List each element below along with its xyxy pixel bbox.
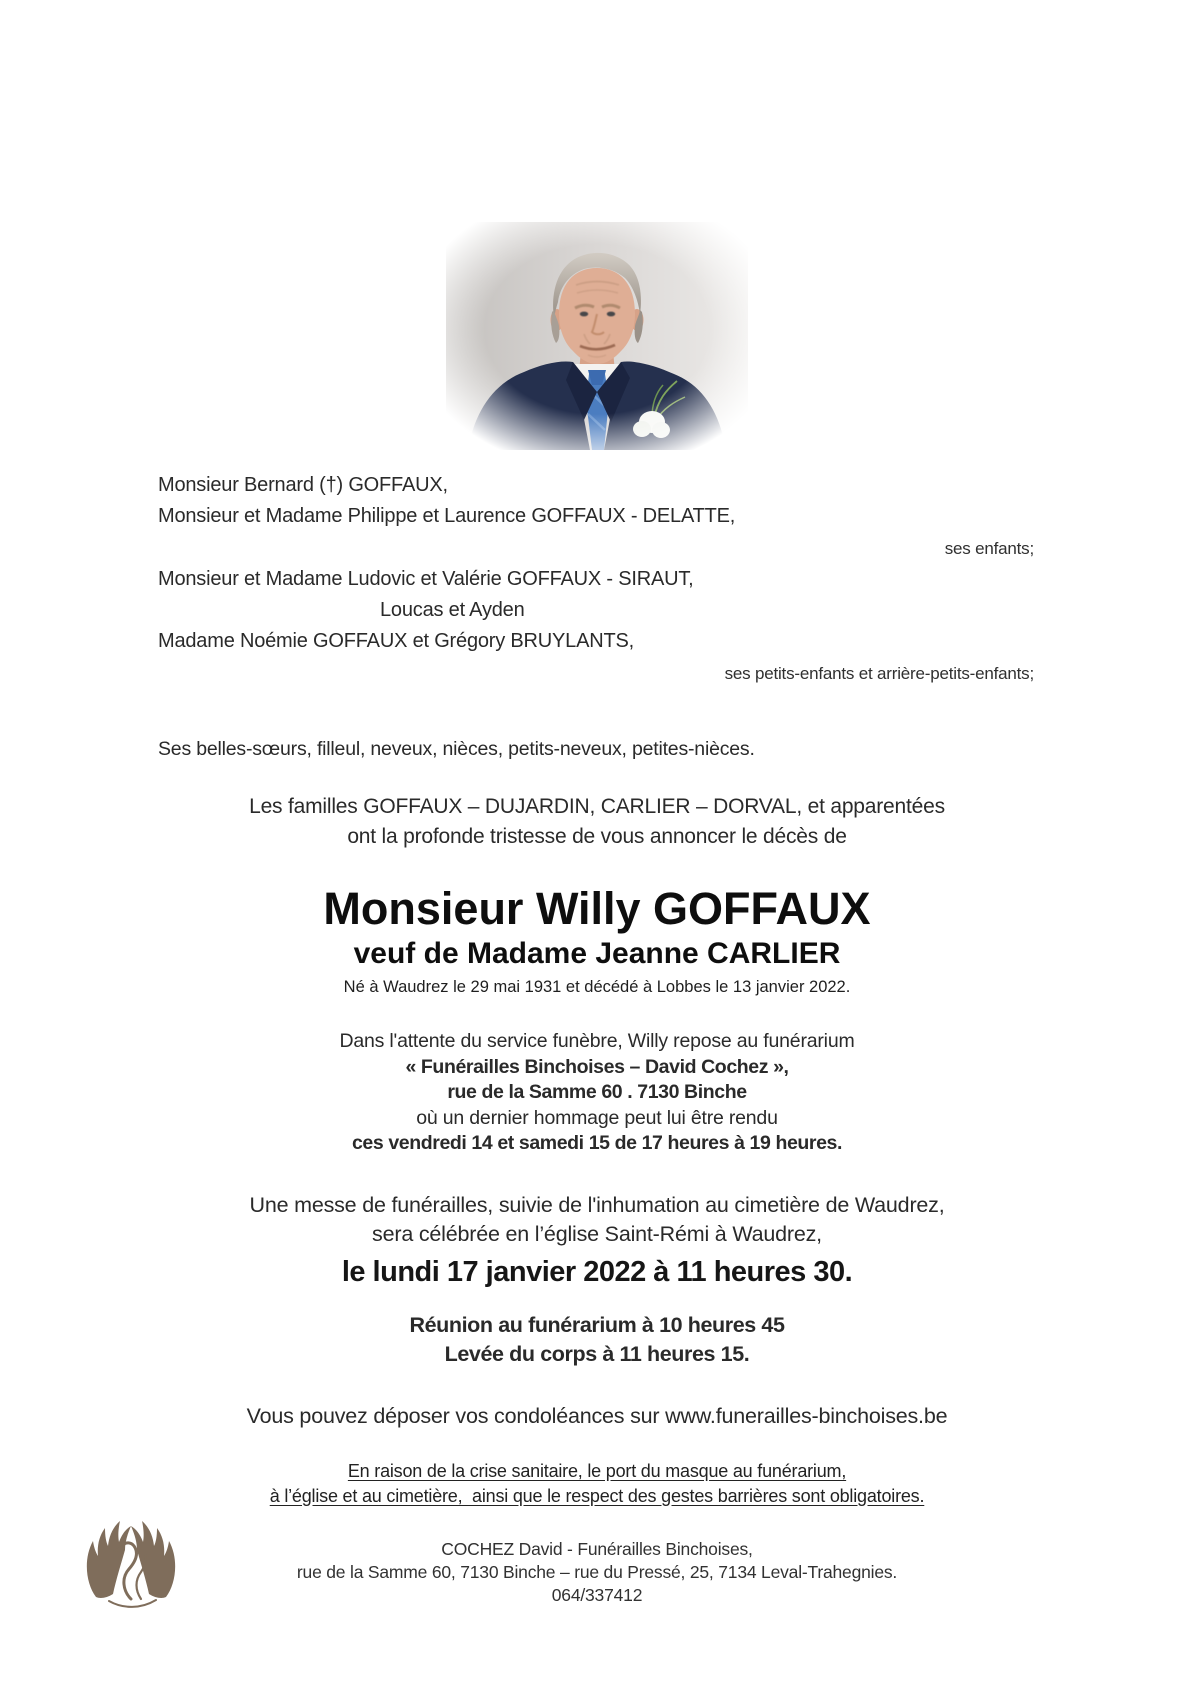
service-times: [0, 1311, 1194, 1369]
dove-wings-logo-icon: [78, 1496, 184, 1614]
family-line: Monsieur et Madame Ludovic et Valérie GOFFAUX - SIRAUT,: [158, 568, 694, 590]
repose-section: [0, 1029, 1194, 1157]
relatives-line: Ses belles-sœurs, filleul, neveux, nièces, petits-neveux, petites-nièces.: [158, 738, 755, 760]
photo-vignette: [446, 222, 748, 450]
dove-wings-logo-image: [78, 1496, 184, 1614]
service-line: Une messe de funérailles, suivie de l'inhumation au cimetière de Waudrez,: [249, 1193, 945, 1217]
deceased-title: veuf de Madame Jeanne CARLIER: [353, 937, 841, 970]
family-line: Monsieur Bernard (†) GOFFAUX,: [158, 474, 448, 496]
repose-line: Dans l'attente du service funèbre, Willy repose au funérarium: [339, 1030, 855, 1052]
visitation-hours: ces vendredi 14 et samedi 15 de 17 heures à 19 heures.: [351, 1132, 843, 1154]
deceased-name: Monsieur Willy GOFFAUX: [323, 883, 871, 934]
announcement-line: ont la profonde tristesse de vous annoncer le décès de: [347, 825, 847, 848]
service-line: sera célébrée en l’église Saint-Rémi à Waudrez,: [372, 1222, 822, 1246]
covid-line: En raison de la crise sanitaire, le port du masque au funérarium,: [347, 1461, 847, 1481]
deceased-life-dates: Né à Waudrez le 29 mai 1931 et décédé à Lobbes le 13 janvier 2022.: [343, 978, 851, 996]
relation-label-grandchildren: ses petits-enfants et arrière-petits-enfants;: [724, 664, 1034, 683]
relation-label-children: ses enfants;: [944, 539, 1034, 558]
meeting-time: Réunion au funérarium à 10 heures 45: [409, 1313, 785, 1337]
deceased-section: [0, 884, 1194, 1000]
portrait-photo: [446, 222, 748, 450]
levee-time: Levée du corps à 11 heures 15.: [444, 1342, 750, 1366]
family-line: Monsieur et Madame Philippe et Laurence GOFFAUX - DELATTE,: [158, 505, 736, 527]
repose-line: où un dernier hommage peut lui être rendu: [416, 1106, 778, 1129]
funeral-home-name: « Funérailles Binchoises – David Cochez »,: [405, 1055, 789, 1078]
family-line-grandchildren: Loucas et Ayden: [380, 599, 525, 621]
covid-line: à l’église et au cimetière, ainsi que le respect des gestes barrières sont obligatoires.: [269, 1485, 925, 1506]
portrait-photo-image: [446, 222, 748, 450]
condolences-line: Vous pouvez déposer vos condoléances sur www.funerailles-binchoises.be: [246, 1404, 948, 1428]
announcement-line: Les familles GOFFAUX – DUJARDIN, CARLIER – DORVAL, et apparentées: [249, 795, 945, 818]
service-intro: [0, 1191, 1194, 1249]
family-line: Madame Noémie GOFFAUX et Grégory BRUYLANTS,: [158, 630, 634, 652]
footer-name: COCHEZ David - Funérailles Binchoises,: [441, 1539, 753, 1559]
funeral-home-address: rue de la Samme 60 . 7130 Binche: [447, 1081, 747, 1103]
announcement: [0, 792, 1194, 852]
service-date: le lundi 17 janvier 2022 à 11 heures 30.: [341, 1256, 853, 1288]
family-section: [158, 470, 1034, 689]
footer-phone: 064/337412: [551, 1585, 643, 1605]
footer-address: rue de la Samme 60, 7130 Binche – rue du Pressé, 25, 7134 Leval-Trahegnies.: [296, 1562, 898, 1582]
